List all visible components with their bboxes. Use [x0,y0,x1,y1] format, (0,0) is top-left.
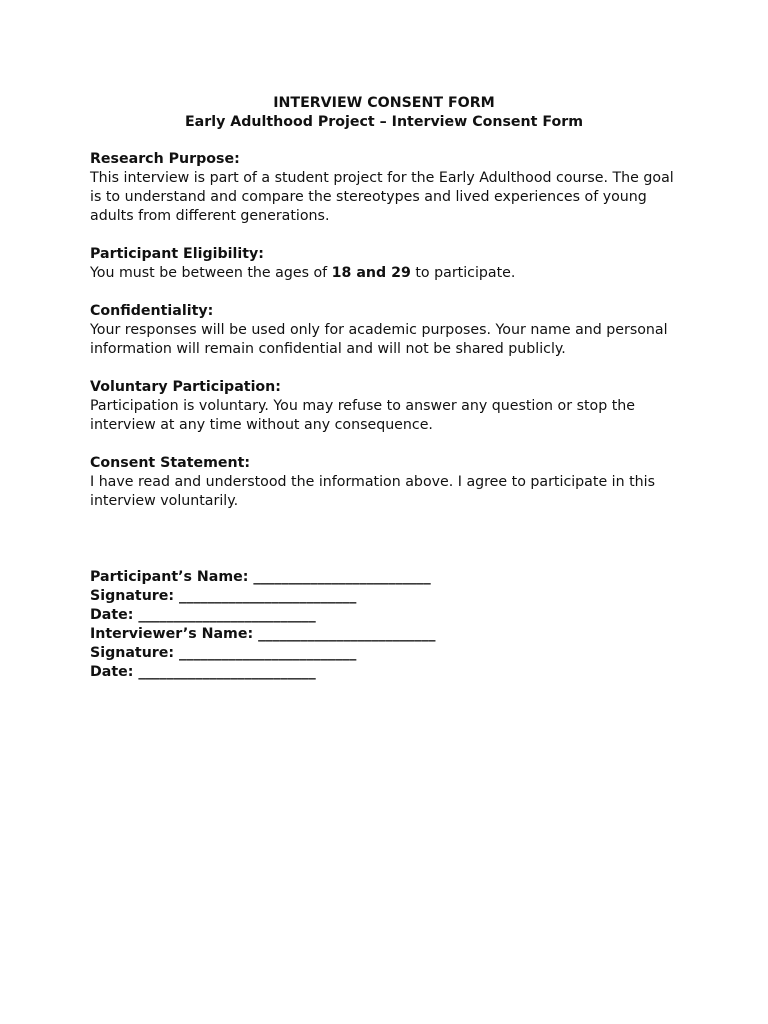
signature-block [90,568,678,682]
document-subtitle: Early Adulthood Project – Interview Consent Form [184,114,584,130]
participant-date-field[interactable]: Date: _________________________ [90,607,316,623]
eligibility-section [90,245,678,283]
document-title: INTERVIEW CONSENT FORM [273,95,495,111]
participant-name-field[interactable]: Participant’s Name: _________________________ [90,569,431,585]
consent-heading: Consent Statement: [90,455,251,471]
research-purpose-text: This interview is part of a student project for the Early Adulthood course. The goal is to understand and compare the stereotypes and lived experiences of young adults from different generations. [90,170,674,224]
voluntary-section [90,378,678,435]
participant-signature-field[interactable]: Signature: _________________________ [90,588,357,604]
confidentiality-section [90,302,678,359]
interviewer-signature-field[interactable]: Signature: _________________________ [90,645,357,661]
eligibility-heading: Participant Eligibility: [90,246,264,262]
confidentiality-heading: Confidentiality: [90,303,214,319]
research-purpose-heading: Research Purpose: [90,151,240,167]
interviewer-name-field[interactable]: Interviewer’s Name: _________________________ [90,626,436,642]
voluntary-heading: Voluntary Participation: [90,379,281,395]
title-block [90,94,678,132]
voluntary-text: Participation is voluntary. You may refuse to answer any question or stop the interview at any time without any consequence. [90,398,636,433]
eligibility-text-start: You must be between the ages of [90,265,332,281]
research-purpose-section [90,150,678,226]
eligibility-text-end: to participate. [410,265,516,281]
confidentiality-text: Your responses will be used only for academic purposes. Your name and personal information will remain confidential and will not be shared publicly. [90,322,668,357]
consent-section [90,454,678,511]
consent-text: I have read and understood the information above. I agree to participate in this interview voluntarily. [90,474,656,509]
interviewer-date-field[interactable]: Date: _________________________ [90,664,316,680]
eligibility-text [90,264,678,283]
age-range: 18 and 29 [331,265,411,281]
